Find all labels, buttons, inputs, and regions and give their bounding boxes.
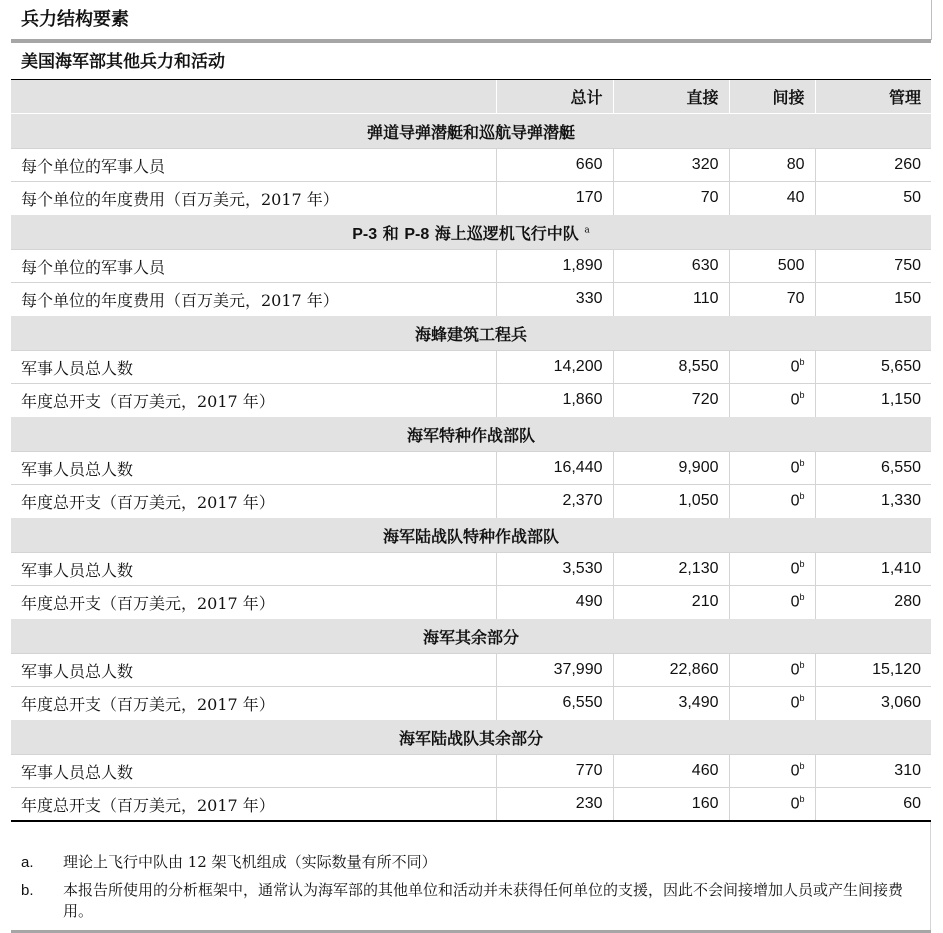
group-title <box>11 720 931 755</box>
table-row <box>11 384 931 417</box>
group-title-part: P-8 <box>404 225 430 243</box>
group-title-text: 海军陆战队其余部分 <box>398 728 543 748</box>
row-label: 每个单位的年度费用（百万美元，2017 年） <box>11 283 496 316</box>
table-row <box>11 149 931 182</box>
group-title-text: 海军其余部分 <box>422 627 519 647</box>
direct-cell <box>613 250 729 283</box>
total-cell <box>496 149 613 182</box>
admin-cell <box>815 755 931 788</box>
total-cell <box>496 586 613 619</box>
cell-value: 720 <box>691 391 719 408</box>
cell-value: 210 <box>691 593 719 610</box>
row-label: 军事人员总人数 <box>11 654 496 687</box>
group-title <box>11 316 931 351</box>
cell-value: 260 <box>894 156 921 173</box>
direct-cell <box>613 687 729 720</box>
force-table <box>11 80 931 820</box>
footnote-marker: b <box>799 559 805 570</box>
cell-value: 150 <box>894 290 921 307</box>
table-header-row <box>11 80 931 114</box>
admin-cell <box>815 384 931 417</box>
header-total: 总计 <box>496 80 613 114</box>
indirect-cell <box>729 182 815 215</box>
cell-value: 3,060 <box>880 694 921 711</box>
cell-value: 0 <box>790 492 800 510</box>
direct-cell <box>613 452 729 485</box>
direct-cell <box>613 485 729 518</box>
table-body <box>11 114 931 821</box>
total-cell <box>496 687 613 720</box>
table-row <box>11 788 931 821</box>
table-row <box>11 452 931 485</box>
row-label: 每个单位的年度费用（百万美元，2017 年） <box>11 182 496 215</box>
footnote-marker: b <box>799 390 805 401</box>
cell-value: 2,130 <box>678 560 719 577</box>
note-a <box>21 852 923 873</box>
cell-value: 14,200 <box>553 358 603 375</box>
notes-section <box>11 822 931 930</box>
group-title-text: 海蜂建筑工程兵 <box>414 324 527 344</box>
indirect-cell <box>729 452 815 485</box>
total-cell <box>496 250 613 283</box>
footnote-marker: b <box>799 458 805 469</box>
indirect-cell <box>729 687 815 720</box>
cell-value: 630 <box>691 257 719 274</box>
cell-value: 0 <box>790 560 800 578</box>
footnote-marker: b <box>799 693 805 704</box>
admin-cell <box>815 149 931 182</box>
note-text: 理论上飞行中队由 12 架飞机组成（实际数量有所不同） <box>63 853 437 871</box>
footnote-marker: b <box>799 794 805 805</box>
group-title <box>11 417 931 452</box>
cell-value: 70 <box>786 290 805 307</box>
cell-value: 15,120 <box>872 661 921 678</box>
cell-value: 6,550 <box>880 459 921 476</box>
total-cell <box>496 654 613 687</box>
admin-cell <box>815 452 931 485</box>
cell-value: 3,490 <box>678 694 719 711</box>
group-header-row <box>11 215 931 250</box>
group-title <box>11 619 931 654</box>
cell-value: 0 <box>790 391 800 409</box>
indirect-cell <box>729 553 815 586</box>
row-label: 年度总开支（百万美元，2017 年） <box>11 586 496 619</box>
footnote-marker: b <box>799 660 805 671</box>
cell-value: 6,550 <box>562 694 603 711</box>
row-label: 年度总开支（百万美元，2017 年） <box>11 384 496 417</box>
group-title-text: 海上巡逻机飞行中队 <box>429 223 579 243</box>
row-label: 军事人员总人数 <box>11 755 496 788</box>
cell-value: 60 <box>903 795 921 812</box>
total-cell <box>496 485 613 518</box>
indirect-cell <box>729 755 815 788</box>
admin-cell <box>815 687 931 720</box>
group-title <box>11 215 931 250</box>
cell-value: 320 <box>691 156 719 173</box>
group-title <box>11 518 931 553</box>
cell-value: 5,650 <box>880 358 921 375</box>
indirect-cell <box>729 586 815 619</box>
notes-border <box>930 822 931 930</box>
indirect-cell <box>729 485 815 518</box>
indirect-cell <box>729 149 815 182</box>
cell-value: 1,150 <box>880 391 921 408</box>
cell-value: 2,370 <box>562 492 603 509</box>
group-title <box>11 114 931 149</box>
cell-value: 280 <box>894 593 921 610</box>
cell-value: 16,440 <box>553 459 603 476</box>
row-label: 年度总开支（百万美元，2017 年） <box>11 687 496 720</box>
cell-value: 770 <box>575 762 603 779</box>
cell-value: 310 <box>894 762 921 779</box>
group-header-row <box>11 619 931 654</box>
cell-value: 110 <box>692 290 719 307</box>
admin-cell <box>815 485 931 518</box>
admin-cell <box>815 250 931 283</box>
group-title-part: P-3 <box>352 225 378 243</box>
cell-value: 0 <box>790 762 800 780</box>
admin-cell <box>815 788 931 821</box>
cell-value: 160 <box>691 795 719 812</box>
note-text: 本报告所使用的分析框架中，通常认为海军部的其他单位和活动并未获得任何单位的支援，因此不会间接增加人员或产生间接费用。 <box>63 881 904 920</box>
group-title-part: 和 <box>377 223 405 243</box>
indirect-cell <box>729 283 815 316</box>
cell-value: 1,860 <box>562 391 603 408</box>
header-label-cell <box>11 80 496 114</box>
cell-value: 3,530 <box>562 560 603 577</box>
group-header-row <box>11 518 931 553</box>
admin-cell <box>815 283 931 316</box>
footnote-marker: b <box>799 592 805 603</box>
cell-value: 0 <box>790 694 800 712</box>
cell-value: 0 <box>790 661 800 679</box>
cell-value: 0 <box>790 593 800 611</box>
total-cell <box>496 452 613 485</box>
header-admin: 管理 <box>815 80 931 114</box>
table-row <box>11 755 931 788</box>
cell-value: 170 <box>575 189 603 206</box>
table-title: 美国海军部其他兵力和活动 <box>21 52 225 72</box>
direct-cell <box>613 788 729 821</box>
group-header-row <box>11 316 931 351</box>
indirect-cell <box>729 384 815 417</box>
row-label: 每个单位的军事人员 <box>11 250 496 283</box>
footnote-marker: b <box>799 491 805 502</box>
group-header-row <box>11 114 931 149</box>
total-cell <box>496 283 613 316</box>
group-title-text: 弹道导弹潜艇和巡航导弹潜艇 <box>366 122 575 142</box>
cell-value: 460 <box>691 762 719 779</box>
direct-cell <box>613 586 729 619</box>
table-row <box>11 485 931 518</box>
cell-value: 8,550 <box>678 358 719 375</box>
direct-cell <box>613 283 729 316</box>
header-direct: 直接 <box>613 80 729 114</box>
direct-cell <box>613 182 729 215</box>
cell-value: 80 <box>786 156 805 173</box>
direct-cell <box>613 384 729 417</box>
table-row <box>11 351 931 384</box>
row-label: 年度总开支（百万美元，2017 年） <box>11 788 496 821</box>
cell-value: 1,410 <box>880 560 921 577</box>
admin-cell <box>815 182 931 215</box>
direct-cell <box>613 755 729 788</box>
header-indirect: 间接 <box>729 80 815 114</box>
row-label: 军事人员总人数 <box>11 351 496 384</box>
table-row <box>11 654 931 687</box>
cell-value: 490 <box>575 593 603 610</box>
total-cell <box>496 351 613 384</box>
cell-value: 9,900 <box>678 459 719 476</box>
cell-value: 40 <box>786 189 805 206</box>
indirect-cell <box>729 250 815 283</box>
direct-cell <box>613 351 729 384</box>
total-cell <box>496 788 613 821</box>
group-title-text: 海军陆战队特种作战部队 <box>382 526 559 546</box>
admin-cell <box>815 654 931 687</box>
group-title-text: 海军特种作战部队 <box>406 425 535 445</box>
cell-value: 1,050 <box>678 492 719 509</box>
cell-value: 70 <box>700 189 719 206</box>
table-row <box>11 283 931 316</box>
cell-value: 0 <box>790 795 800 813</box>
direct-cell <box>613 553 729 586</box>
row-label: 军事人员总人数 <box>11 452 496 485</box>
table-row <box>11 553 931 586</box>
admin-cell <box>815 553 931 586</box>
admin-cell <box>815 586 931 619</box>
note-marker: b. <box>21 882 34 899</box>
cell-value: 500 <box>777 257 805 274</box>
total-cell <box>496 553 613 586</box>
footnote-marker: b <box>799 761 805 772</box>
cell-value: 0 <box>790 358 800 376</box>
total-cell <box>496 384 613 417</box>
cell-value: 1,890 <box>562 257 603 274</box>
row-label: 年度总开支（百万美元，2017 年） <box>11 485 496 518</box>
cell-value: 50 <box>903 189 921 206</box>
total-cell <box>496 755 613 788</box>
indirect-cell <box>729 351 815 384</box>
cell-value: 0 <box>790 459 800 477</box>
direct-cell <box>613 149 729 182</box>
section-heading: 兵力结构要素 <box>21 9 129 30</box>
footnote-marker: a <box>584 225 590 236</box>
table-row <box>11 687 931 720</box>
cell-value: 330 <box>575 290 603 307</box>
direct-cell <box>613 654 729 687</box>
footnote-marker: b <box>799 357 805 368</box>
group-header-row <box>11 417 931 452</box>
note-b <box>21 880 923 922</box>
frame-edge <box>931 0 932 40</box>
cell-value: 660 <box>575 156 603 173</box>
group-header-row <box>11 720 931 755</box>
table-row <box>11 250 931 283</box>
row-label: 军事人员总人数 <box>11 553 496 586</box>
admin-cell <box>815 351 931 384</box>
document-frame <box>11 0 931 933</box>
row-label: 每个单位的军事人员 <box>11 149 496 182</box>
table-row <box>11 586 931 619</box>
note-marker: a. <box>21 854 34 871</box>
table-row <box>11 182 931 215</box>
cell-value: 22,860 <box>669 661 719 678</box>
cell-value: 37,990 <box>553 661 603 678</box>
cell-value: 1,330 <box>880 492 921 509</box>
cell-value: 230 <box>575 795 603 812</box>
total-cell <box>496 182 613 215</box>
indirect-cell <box>729 654 815 687</box>
indirect-cell <box>729 788 815 821</box>
cell-value: 750 <box>894 257 921 274</box>
